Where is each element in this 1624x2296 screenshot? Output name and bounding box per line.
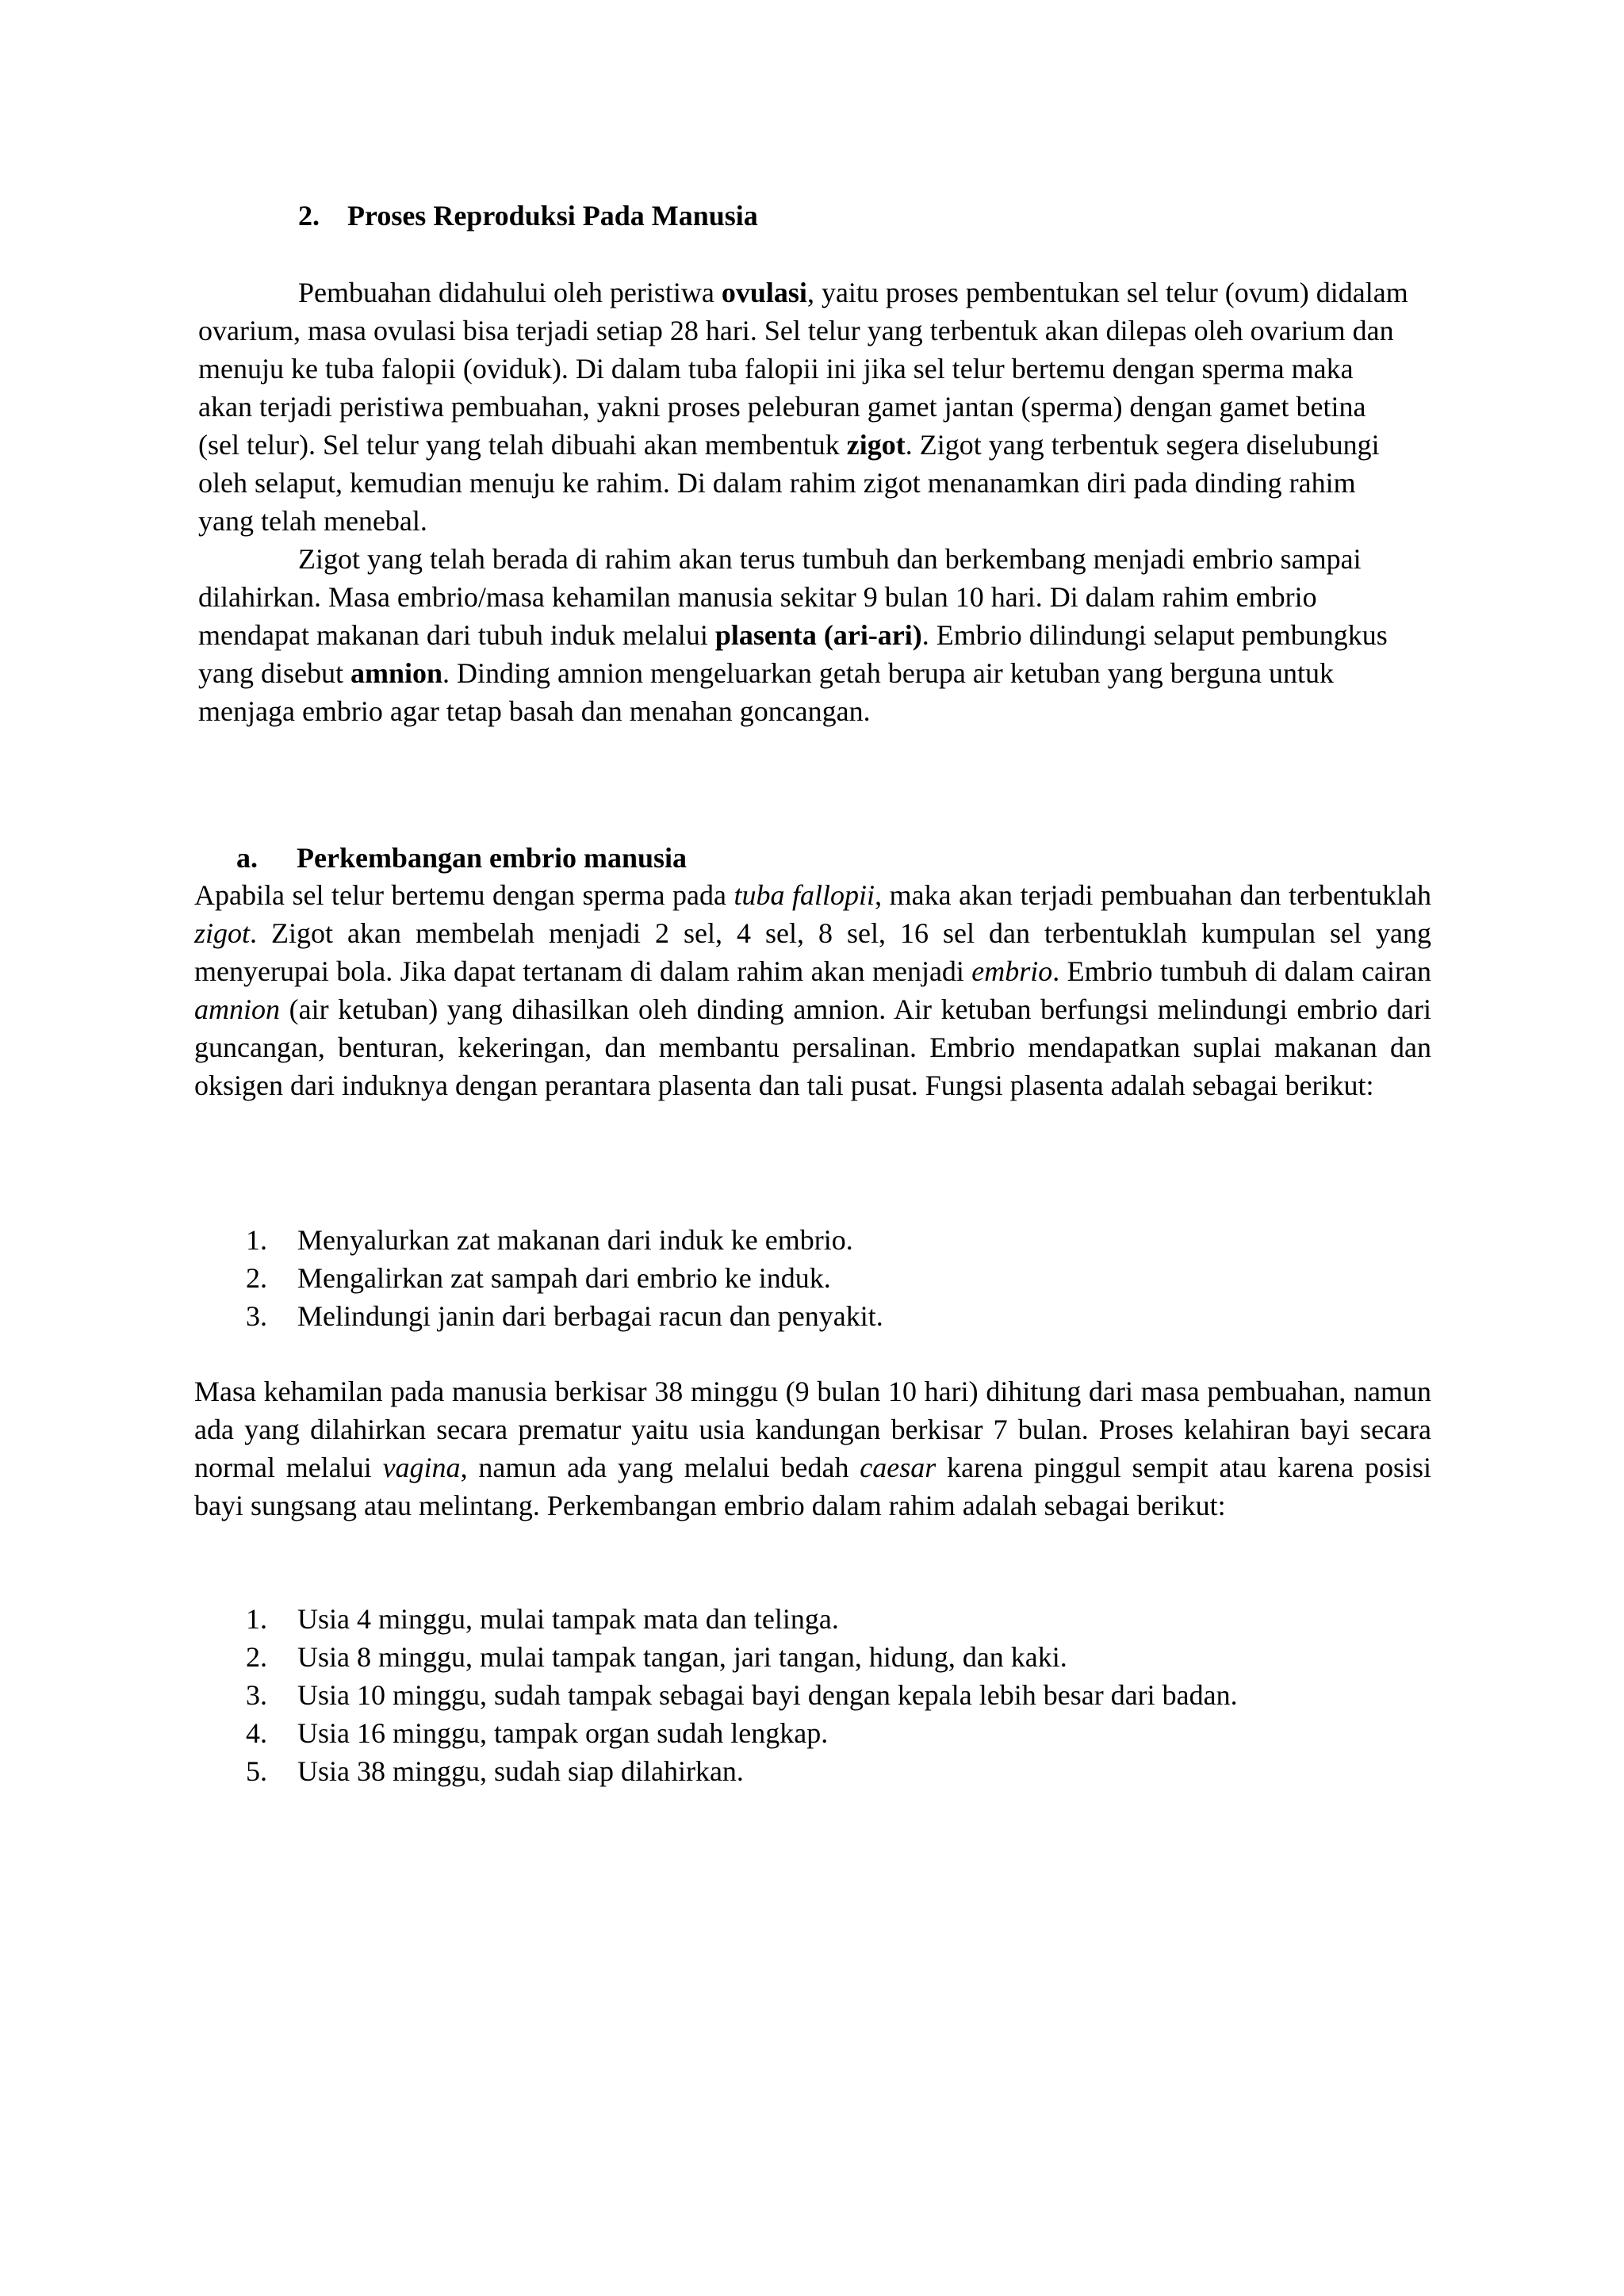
term-caesar: caesar — [860, 1452, 936, 1483]
list-item — [246, 1259, 883, 1297]
list-item — [246, 1714, 1238, 1752]
term-vagina: vagina — [382, 1452, 461, 1483]
list-number: 3. — [246, 1300, 267, 1332]
list-text: Mengalirkan zat sampah dari embrio ke induk. — [297, 1262, 831, 1294]
text-run: . Zigot akan membelah menjadi 2 sel, 4 sel, 8 sel, 16 sel dan terbentuklah kumpulan sel yang menyerupai bola. Jika dapat tertanam di dalam rahim akan menjadi — [194, 917, 1431, 987]
list-number: 2. — [246, 1262, 267, 1294]
term-tuba-fallopii: tuba fallopii — [733, 879, 875, 911]
list-text: Menyalurkan zat makanan dari induk ke embrio. — [297, 1224, 853, 1256]
paragraph-ovulation — [198, 274, 1411, 540]
term-ovulasi: ovulasi — [721, 277, 807, 308]
text-run: karena pinggul sempit atau karena posisi bayi sungsang atau melintang. Perkembangan embrio dalam rahim adalah sebagai berikut: — [194, 1452, 1432, 1521]
list-text: Usia 8 minggu, mulai tampak tangan, jari tangan, hidung, dan kaki. — [297, 1641, 1067, 1673]
list-number: 2. — [246, 1641, 267, 1673]
subsection-heading — [236, 839, 687, 877]
placenta-functions-list — [246, 1221, 883, 1335]
term-amnion: amnion — [350, 657, 443, 689]
term-embrio: embrio — [971, 955, 1053, 987]
text-run: , yaitu proses pembentukan sel telur (ovum) didalam ovarium, masa ovulasi bisa terjadi setiap 28 hari. Sel telur yang terbentuk akan dilepas oleh ovarium dan menuju ke tuba falopii (oviduk). Di dalam tuba falopii ini jika sel telur bertemu dengan sperma maka akan terjadi peristiwa pembuahan, yakni proses peleburan gamet jantan (sperma) dengan gamet betina (sel telur). Sel telur yang telah dibuahi akan membentuk — [198, 277, 1408, 461]
intro-text — [198, 274, 1411, 730]
term-plasenta: plasenta (ari-ari) — [714, 619, 922, 651]
subsection-number: a. — [236, 842, 258, 874]
list-item — [246, 1297, 883, 1335]
list-item — [246, 1600, 1238, 1638]
text-run: Masa kehamilan pada manusia berkisar 38 minggu (9 bulan 10 hari) dihitung dari masa pembuahan, namun ada yang dilahirkan secara prematur yaitu usia kandungan berkisar 7 bulan. Proses kelahiran bayi secara normal melalui — [194, 1376, 1431, 1483]
list-text: Usia 4 minggu, mulai tampak mata dan telinga. — [297, 1603, 839, 1635]
list-number: 1. — [246, 1603, 267, 1635]
text-run: (air ketuban) yang dihasilkan oleh dinding amnion. Air ketuban berfungsi melindungi embrio dari guncangan, benturan, kekeringan, dan membantu persalinan. Embrio mendapatkan suplai makanan dan oksigen dari induknya dengan perantara plasenta dan tali pusat. Fungsi plasenta adalah sebagai berikut: — [194, 993, 1431, 1101]
paragraph-pregnancy — [194, 1372, 1431, 1525]
section-heading — [298, 197, 758, 235]
text-run: Pembuahan didahului oleh peristiwa — [298, 277, 722, 308]
text-run: Zigot yang telah berada di rahim akan terus tumbuh dan berkembang menjadi embrio sampai dilahirkan. Masa embrio/masa kehamilan manusia sekitar 9 bulan 10 hari. Di dalam rahim embrio mendapat makanan dari tubuh induk melalui — [198, 543, 1362, 651]
list-item — [246, 1221, 883, 1259]
section-number: 2. — [298, 200, 320, 232]
paragraph-embryo — [198, 540, 1411, 730]
text-run: , maka akan terjadi pembuahan dan terbentuklah — [875, 879, 1431, 911]
list-number: 5. — [246, 1755, 267, 1787]
text-run: . Dinding amnion mengeluarkan getah berupa air ketuban yang berguna untuk menjaga embrio agar tetap basah dan menahan goncangan. — [198, 657, 1335, 727]
list-number: 1. — [246, 1224, 267, 1256]
list-number: 3. — [246, 1679, 267, 1711]
section-title: Proses Reproduksi Pada Manusia — [347, 200, 758, 232]
list-text: Usia 38 minggu, sudah siap dilahirkan. — [297, 1755, 744, 1787]
embryo-stages-list — [246, 1600, 1238, 1790]
text-run: , namun ada yang melalui bedah — [460, 1452, 860, 1483]
paragraph-development — [194, 876, 1431, 1104]
text-run: . Embrio dilindungi selaput pembungkus yang disebut — [198, 619, 1388, 689]
term-zigot: zigot — [846, 429, 906, 461]
term-zigot-italic: zigot — [194, 917, 251, 949]
list-item — [246, 1752, 1238, 1790]
list-item — [246, 1676, 1238, 1714]
text-run: Apabila sel telur bertemu dengan sperma pada — [194, 879, 734, 911]
list-text: Melindungi janin dari berbagai racun dan penyakit. — [297, 1300, 883, 1332]
list-text: Usia 16 minggu, tampak organ sudah lengkap. — [297, 1717, 829, 1749]
list-item — [246, 1638, 1238, 1676]
subsection-title: Perkembangan embrio manusia — [297, 842, 688, 874]
list-number: 4. — [246, 1717, 267, 1749]
text-run: . Embrio tumbuh di dalam cairan — [1052, 955, 1432, 987]
list-text: Usia 10 minggu, sudah tampak sebagai bayi dengan kepala lebih besar dari badan. — [297, 1679, 1238, 1711]
text-run: . Zigot yang terbentuk segera diselubungi oleh selaput, kemudian menuju ke rahim. Di dalam rahim zigot menanamkan diri pada dinding rahim yang telah menebal. — [198, 429, 1380, 537]
term-amnion-italic: amnion — [194, 993, 280, 1025]
